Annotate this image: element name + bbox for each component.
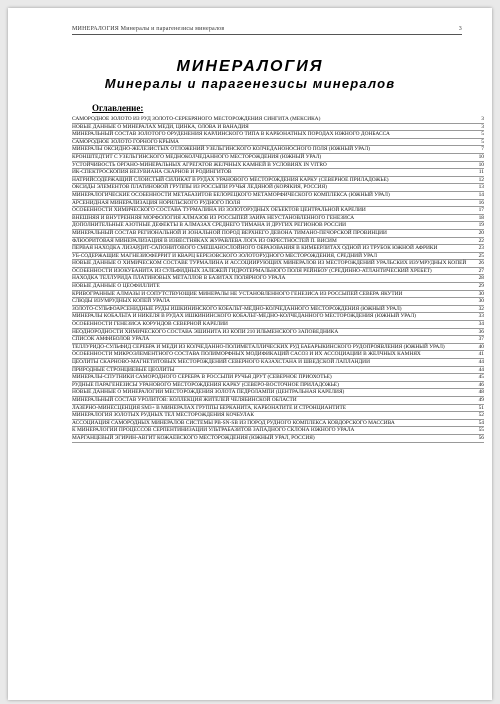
toc-entry-page: 13 [478,184,484,191]
toc-entry[interactable] [72,427,484,435]
toc-entry[interactable] [72,329,484,337]
toc-entry[interactable] [72,184,484,192]
table-of-contents [72,116,484,443]
toc-entry-title: МИНЕРАЛЬНЫЙ СОСТАВ УРОЛИТОВ: КОЛЛЕКЦИЯ ЖИТЕЛЕЙ ЧЕЛЯБИНСКОЙ ОБЛАСТИ [72,396,297,403]
running-header [72,26,462,35]
toc-entry-title: ПЕРВАЯ НАХОДКА ЛИЗАРДИТ-САПОНИТОВОГО СМЕШАНОСЛОЙНОГО ОБРАЗОВАНИЯ В КИМБЕРЛИТАХ ОДНОЙ ИЗ ТРУБОК ЮЖНОЙ АФРИКИ [72,245,438,252]
toc-entry-page: 34 [478,321,484,328]
toc-entry-title: СПИСОК АМФИБОЛОВ УРАЛА [72,336,150,343]
toc-entry[interactable] [72,412,484,420]
toc-entry-title: ОСОБЕННОСТИ ИЗОКУБАНИТА ИЗ СУЛЬФИДНЫХ ЗАЛЕЖЕЙ ГИДРОТЕРМАЛЬНОГО ПОЛЯ РЕЙНБОУ (СРЕДИННО-АТЛАНТИЧЕСКИЙ ХРЕБЕТ) [72,267,432,274]
toc-entry-page: 5 [481,131,484,138]
toc-entry-page: 10 [478,161,484,168]
toc-entry-title: ЗОЛОТО-СУЛЬФОАРСЕНИДНЫЕ РУДЫ ИШКИНИНСКОГО КОБАЛЬТ-МЕДНО-КОЛЧЕДАННОГО МЕСТОРОЖДЕНИЯ (ЮЖНЫЙ УРАЛ) [72,305,402,312]
toc-entry[interactable] [72,169,484,177]
toc-entry-page: 3 [481,116,484,122]
toc-entry[interactable] [72,313,484,321]
toc-entry-title: АРСЕНИДНАЯ МИНЕРАЛИЗАЦИЯ НОРИЛЬСКОГО РУДНОГО ПОЛЯ [72,199,241,206]
toc-entry-page: 26 [478,260,484,267]
toc-entry[interactable] [72,298,484,306]
toc-entry-page: 45 [478,374,484,381]
toc-entry-title: ВНЕШНЯЯ И ВНУТРЕННЯЯ МОРФОЛОГИЯ АЛМАЗОВ ИЗ РОССЫПЕЙ ЗАИРА НЕУСТАНОВЛЕННОГО ГЕНЕЗИСА [72,214,355,221]
toc-entry-page: 20 [478,229,484,236]
toc-entry[interactable] [72,146,484,154]
toc-entry[interactable] [72,397,484,405]
toc-entry-page: 3 [481,123,484,130]
toc-entry-page: 7 [481,146,484,153]
toc-entry-page: 28 [478,275,484,282]
toc-entry-page: 5 [481,138,484,145]
toc-entry[interactable] [72,435,484,443]
toc-entry-page: 19 [478,222,484,229]
toc-entry[interactable] [72,336,484,344]
toc-entry-title: КРОНШТЕДТИТ С УЗЕЛЬГИНСКОГО МЕДНОКОЛЧЕДАННОГО МЕСТОРОЖДЕНИЯ (ЮЖНЫЙ УРАЛ) [72,153,322,160]
toc-entry-title: МИНЕРАЛЫ КОБАЛЬТА И НИКЕЛЯ В РУДАХ ИШКИНИНСКОГО КОБАЛЬТ-МЕДНО-КОЛЧЕДАННОГО МЕСТОРОЖДЕНИЯ (ЮЖНЫЙ УРАЛ) [72,313,416,320]
toc-entry-title: АССОЦИАЦИЯ САМОРОДНЫХ МИНЕРАЛОВ СИСТЕМЫ PB-SN-SB ИЗ ПОРОД РУДНОГО КОМПЛЕКСА КОВДОРСКОГО МАССИВА [72,419,395,426]
toc-entry[interactable] [72,230,484,238]
toc-entry-page: 49 [478,396,484,403]
toc-entry-title: СЛЮДЫ ИЗУМРУДНЫХ КОПЕЙ УРАЛА [72,298,171,305]
toc-entry[interactable] [72,215,484,223]
toc-entry-title: ДОПОЛНИТЕЛЬНЫЕ АЗОТНЫЕ ДЕФЕКТЫ В АЛМАЗАХ СРЕДНЕГО ТИМАНА И ДРУГИХ РЕГИОНОВ РОССИИ [72,222,346,229]
running-header-page-number: 3 [458,26,462,32]
toc-entry-title: ОСОБЕННОСТИ МИКРОЭЛЕМЕНТНОГО СОСТАВА ПОЛИМОРФНЫХ МОДИФИКАЦИЙ CACO3 И ИХ АССОЦИАЦИИ В ЖЕЛЧНЫХ КАМНЯХ [72,351,421,358]
toc-entry[interactable] [72,116,484,124]
toc-entry-page: 55 [478,427,484,434]
toc-entry-title: МИНЕРАЛОГИЯ ЗОЛОТЫХ РУДНЫХ ТЕЛ МЕСТОРОЖДЕНИЯ КОЧБУЛАК [72,412,254,419]
toc-entry-title: НОВЫЕ ДАННЫЕ О МИНЕРАЛАХ МЕДИ, ЦИНКА, ОЛОВА И ВАНАДИЯ [72,123,249,130]
toc-entry-page: 37 [478,336,484,343]
toc-entry-page: 16 [478,199,484,206]
toc-entry[interactable] [72,207,484,215]
toc-entry-title: САМОРОДНОЕ ЗОЛОТО ГОРНОГО КРЫМА [72,138,179,145]
toc-entry-page: 10 [478,153,484,160]
toc-entry[interactable] [72,283,484,291]
document-title: МИНЕРАЛОГИЯ [176,58,324,75]
toc-entry-page: 32 [478,305,484,312]
toc-entry-page: 40 [478,343,484,350]
toc-entry-page: 29 [478,283,484,290]
toc-entry-title: НОВЫЕ ДАННЫЕ О ХИМИЧЕСКОМ СОСТАВЕ ТУРМАЛИНА И АССОЦИИРУЮЩИХ МИНЕРАЛОВ ИЗ МЕСТОРОЖДЕНИЙ УРАЛЬСКИХ ИЗУМРУДНЫХ КОПЕЙ [72,260,467,267]
toc-entry-title: ТЕЛЛУРИДО-СУЛЬФИД СЕРЕБРА И МЕДИ ИЗ КОЛЧЕДАННО-ПОЛИМЕТАЛЛИЧЕСКИХ РУД БАБАРЫКИНСКОГО РУДОПРОЯВЛЕНИЯ (ЮЖНЫЙ УРАЛ) [72,343,445,350]
toc-entry-page: 30 [478,298,484,305]
toc-entry-page: 41 [478,351,484,358]
toc-entry-title: ЛАЗЕРНО-МИНЕСЦЕНЦИЯ SM3+ В МИНЕРАЛАХ ГРУППЫ БЕРКАНИТА, КАРБОНАТИТЕ И СТРОНЦИАНТИТЕ [72,404,347,411]
toc-entry[interactable] [72,154,484,162]
toc-heading: Оглавление: [92,103,144,113]
toc-entry[interactable] [72,389,484,397]
toc-entry[interactable] [72,260,484,268]
document-page [8,8,492,700]
toc-entry[interactable] [72,245,484,253]
toc-entry-page: 23 [478,245,484,252]
toc-entry-title: УБ-СОДЕРЖАЩИЕ МАГНЕЗИОФЕРРИТ И КВАРЦ БЕРЕЗОВСКОГО ЗОЛОТОРУДНОГО МЕСТОРОЖДЕНИЯ, СРЕДНИЙ УРАЛ [72,252,377,259]
toc-entry[interactable] [72,374,484,382]
toc-entry[interactable] [72,131,484,139]
toc-entry[interactable] [72,405,484,413]
toc-entry-page: 54 [478,419,484,426]
toc-entry[interactable] [72,162,484,170]
toc-entry[interactable] [72,359,484,367]
toc-entry-page: 17 [478,207,484,214]
toc-entry-title: КРИВОГРАННЫЕ АЛМАЗЫ И СОПУТСТВУЮЩИЕ МИНЕРАЛЫ НЕ УСТАНОВЛЕННОГО ГЕНЕЗИСА ИЗ РОССЫПЕЙ СЕВЕРА ЯКУТИИ [72,290,403,297]
toc-entry-page: 52 [478,412,484,419]
toc-entry-page: 44 [478,366,484,373]
toc-entry-page: 33 [478,313,484,320]
toc-entry-title: НАТРИЙСОДЕРЖАЩИЙ СЛОИСТЫЙ СИЛИКАТ В РУДАХ УРАНОВОГО МЕСТОРОЖДЕНИЯ КАРКУ (СЕВЕРНОЕ ПРИЛАДОЖЬЕ) [72,176,389,183]
running-header-title: МИНЕРАЛОГИЯ Минералы и парагенезисы минералов [72,26,225,32]
toc-entry[interactable] [72,321,484,329]
toc-entry[interactable] [72,420,484,428]
toc-entry-title: ОКСИДЫ ЭЛЕМЕНТОВ ПЛАТИНОВОЙ ГРУППЫ ИЗ РОССЫПИ РУЧЬЯ ЛЕДЯНОЙ (КОРЯКИЯ, РОССИЯ) [72,184,327,191]
toc-entry[interactable] [72,351,484,359]
toc-entry-title: НЕОДНОРОДНОСТИ ХИМИЧЕСКОГО СОСТАВА ЭШИНИТА ИЗ КОПИ 210 ИЛЬМЕНСКОГО ЗАПОВЕДНИКА [72,328,339,335]
toc-entry-page: 11 [478,169,484,176]
toc-entry-title: УСТОЙЧИВОСТЬ ОРГАНО-МИНЕРАЛЬНЫХ АГРЕГАТОВ ЖЕЛЧНЫХ КАМНЕЙ В УСЛОВИЯХ IN VITRO [72,161,327,168]
toc-entry-page: 48 [478,389,484,396]
document-subtitle: Минералы и парагенезисы минералов [104,76,396,91]
toc-entry-title: МИНЕРАЛЫ-СПУТНИКИ САМОРОДНОГО СЕРЕБРА В РОССЫПИ РУЧЬЯ ДРУТ (СЕВЕРНОЕ ПРИОХОТЬЕ) [72,374,332,381]
toc-entry[interactable] [72,238,484,246]
toc-entry-page: 51 [478,404,484,411]
toc-entry-title: МИНЕРАЛЬНЫЙ СОСТАВ ЗОЛОТОГО ОРУДЕНЕНИЯ КАРЛИНСКОГО ТИПА В КАРБОНАТНЫХ ПОРОДАХ ЮЖНОГО ДОНБАССА [72,131,390,138]
toc-entry-title: МИНЕРАЛЬНЫЙ СОСТАВ РЕГИОНАЛЬНОЙ И ЗОНАЛЬНОЙ ПОРОД ВЕРХНЕГО ДЕВОНА ТИМАНО-ПЕЧОРСКОЙ ПРОВИНЦИИ [72,229,387,236]
toc-entry-page: 18 [478,214,484,221]
toc-entry-title: НОВЫЕ ДАННЫЕ О МИНЕРАЛОГИИ МЕСТОРОЖДЕНИЯ ЗОЛОТА ПЕДРОЛАМПИ (ЦЕНТРАЛЬНАЯ КАРЕЛИЯ) [72,389,345,396]
toc-entry-page: 56 [478,434,484,441]
toc-entry[interactable] [72,192,484,200]
toc-entry-page: 12 [478,176,484,183]
toc-entry-title: ПРИРОДНЫЕ СТРОНЦИЕВЫЕ ЦЕОЛИТЫ [72,366,175,373]
toc-entry-page: 44 [478,359,484,365]
toc-entry[interactable] [72,275,484,283]
toc-entry[interactable] [72,200,484,208]
toc-entry-title: МИНЕРАЛЫ ОКСИДНО-ЖЕЛЕЗИСТЫХ ОТЛОЖЕНИЙ УЗЕЛЬГИНСКОГО КОЛЧЕДАНОНОСНОГО ПОЛЯ (ЮЖНЫЙ УРАЛ) [72,146,370,153]
toc-entry-page: 22 [478,237,484,244]
toc-entry-page: 36 [478,328,484,335]
toc-entry-page: 46 [478,381,484,388]
toc-entry-title: К МИНЕРАЛОГИИ ПРОЦЕССОВ СЕРПЕНТИНИЗАЦИИ УЛЬТРАБАЗИТОВ ЗАПАДНОГО СКЛОНА ЮЖНОГО УРАЛА [72,427,355,434]
toc-entry-title: ОСОБЕННОСТИ ГЕНЕЗИСА КОРУНДОВ СЕВЕРНОЙ КАРЕЛИИ [72,321,228,328]
toc-entry-title: НОВЫЕ ДАННЫЕ О ЦЕОФИЛЛИТЕ [72,283,160,290]
toc-entry-title: МИНЕРАЛОГИЧЕСКИЕ ОСОБЕННОСТИ МЕТАБАЗИТОВ БЕЛОРЕЦКОГО МЕТАМОРФИЧЕСКОГО КОМПЛЕКСА (ЮЖНЫЙ УРАЛ) [72,191,390,198]
toc-entry[interactable] [72,222,484,230]
toc-entry-title: ИК-СПЕКТРОСКОПИЯ ВЕЗУВИАНА СКАРНОВ И РОДИНГИТОВ [72,169,232,176]
toc-entry-title: НАХОДКА ТЕЛЛУРИДА ПЛАТИНОВЫХ МЕТАЛЛОВ В БАЗИТАХ ПОЛЯРНОГО УРАЛА [72,275,286,282]
toc-entry-title: ФЛЮОРИТОВАЯ МИНЕРАЛИЗАЦИЯ В ИЗВЕСТНЯКАХ ЖУРАВЛЕВА ЛОГА ИЗ ОКРЕСТНОСТЕЙ П. ВИСИМ [72,237,337,244]
toc-entry-title: ОСОБЕННОСТИ ХИМИЧЕСКОГО СОСТАВА ТУРМАЛИНА ИЗ ЗОЛОТОРУДНЫХ ОБЪЕКТОВ ЦЕНТРАЛЬНОЙ КАРЕЛИИ [72,207,366,214]
toc-entry-page: 27 [478,267,484,274]
toc-entry-title: ЦЕОЛИТЫ СКАРНОВО-МАГНЕТИТОВЫХ МЕСТОРОЖДЕНИЙ СЕВЕРНОГО КАЗАХСТАНА И ШВЕДСКОЙ ЛАПЛАНДИИ [72,359,370,365]
toc-entry-page: 25 [478,252,484,259]
toc-entry[interactable] [72,268,484,276]
toc-entry-title: МАРГАНЦЕВЫЙ ЭГИРИН-АВГИТ КОЖАЕВСКОГО МЕСТОРОЖДЕНИЯ (ЮЖНЫЙ УРАЛ, РОССИЯ) [72,434,315,441]
toc-entry-title: САМОРОДНОЕ ЗОЛОТО ИЗ РУД ЗОЛОТО-СЕРЕБРЯНОГО МЕСТОРОЖДЕНИЯ СИНГИТА (МЕКСИКА) [72,116,321,122]
toc-entry-title: РУДНЫЕ ПАРАГЕНЕЗИСЫ УРАНОВОГО МЕСТОРОЖДЕНИЯ КАРКУ (СЕВЕРО-ВОСТОЧНОЕ ПРИЛАДОЖЬЕ) [72,381,339,388]
toc-entry-page: 30 [478,290,484,297]
toc-entry-page: 14 [478,191,484,198]
